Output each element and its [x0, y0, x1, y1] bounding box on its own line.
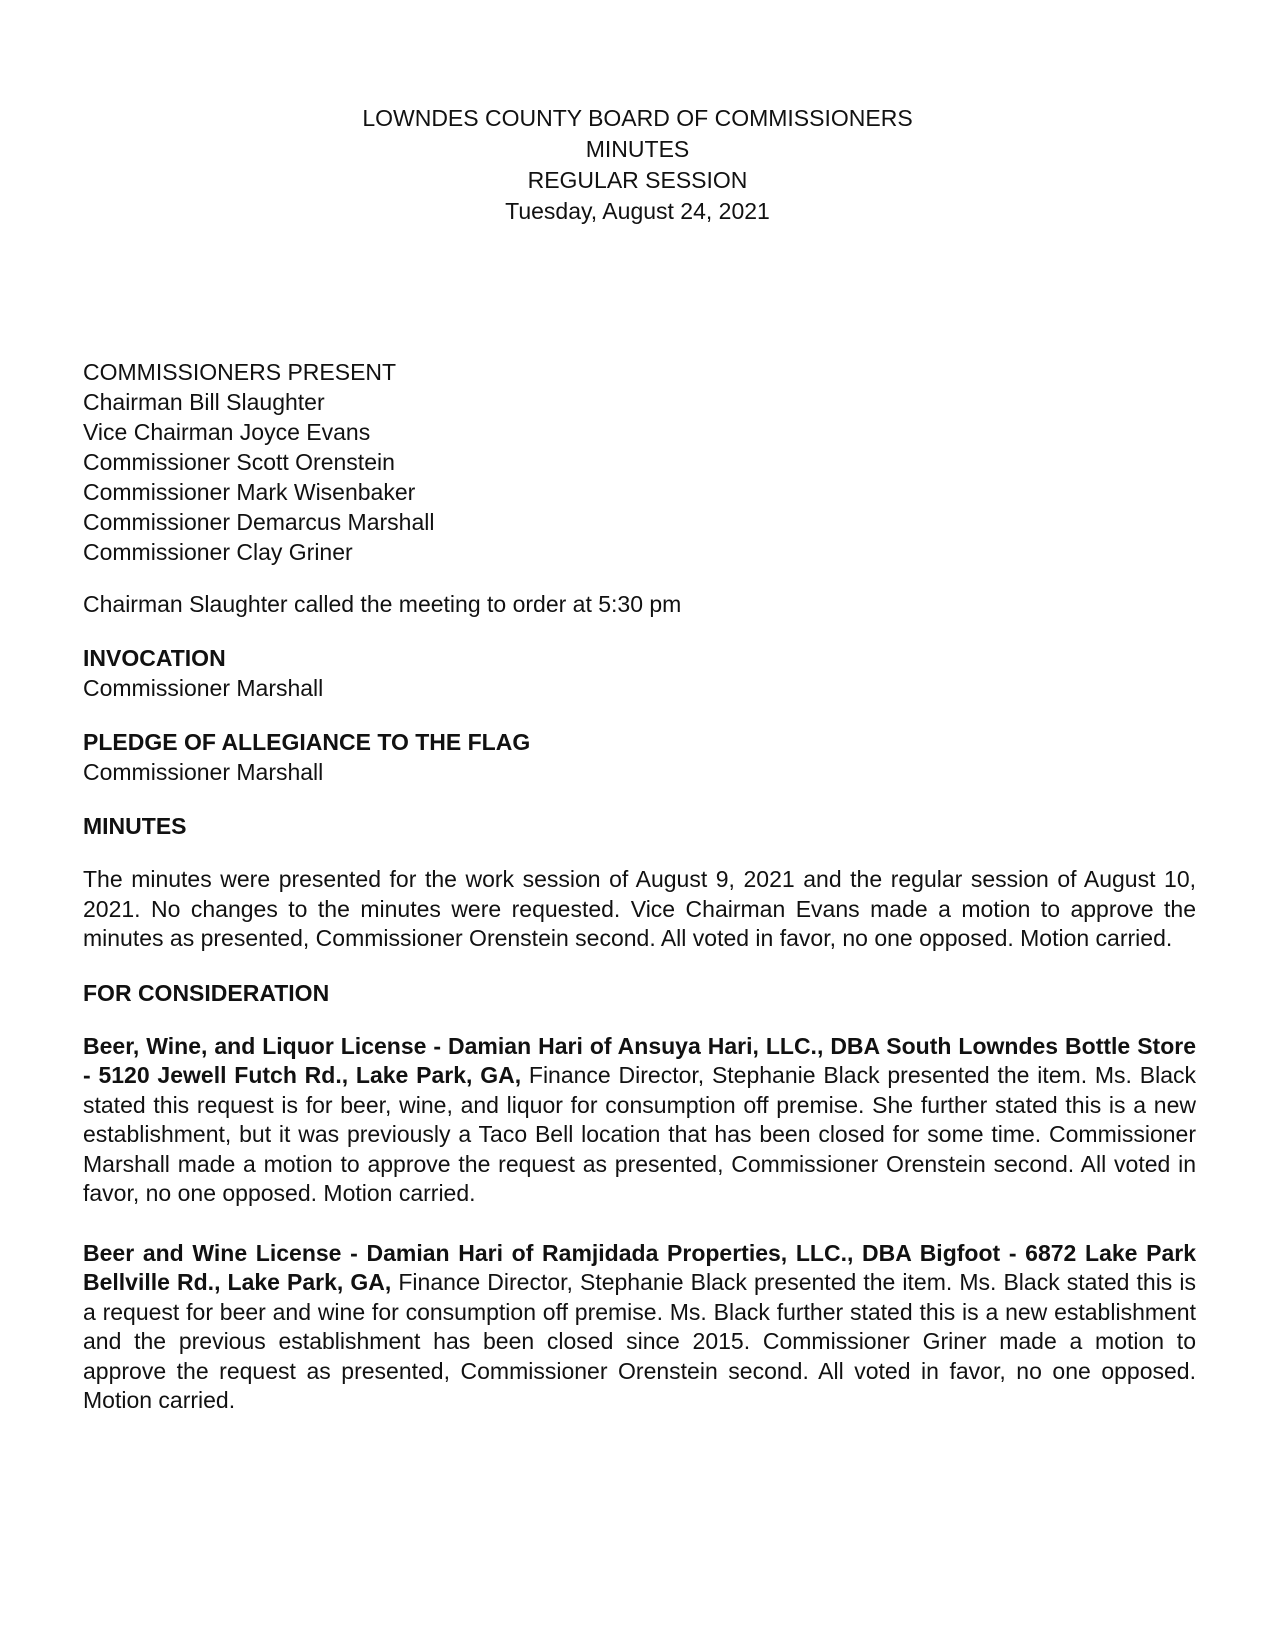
minutes-section [83, 811, 1196, 954]
invocation-by: Commissioner Marshall [83, 675, 324, 701]
item-text: Finance Director, Stephanie Black presented the item. Ms. Black stated this is a request for beer and wine for consumption off premise. Ms. Black further stated this is a new establishment and the previous establishment has been closed since 2015. Commissioner Griner made a motion to approve the request as presented, Commissioner Orenstein second. All voted in favor, no one opposed. Motion carried. [83, 1269, 1196, 1413]
present-member: Commissioner Clay Griner [83, 539, 353, 565]
pledge-by: Commissioner Marshall [83, 759, 324, 785]
invocation-title: INVOCATION [83, 645, 226, 671]
consideration-item [83, 1239, 1196, 1416]
invocation-section [83, 643, 1196, 703]
commissioners-present [83, 357, 1196, 567]
header-org-name: LOWNDES COUNTY BOARD OF COMMISSIONERS [362, 105, 913, 131]
consideration-item [83, 1032, 1196, 1209]
present-member: Vice Chairman Joyce Evans [83, 419, 371, 445]
present-member: Chairman Bill Slaughter [83, 389, 325, 415]
document-header [0, 103, 1275, 227]
present-title: COMMISSIONERS PRESENT [83, 359, 397, 385]
consideration-section [83, 978, 1196, 1416]
item-text: Finance Director, Stephanie Black presented the item. Ms. Black stated this request is for beer, wine, and liquor for consumption off premise. She further stated this is a new establishment, but it was previously a Taco Bell location that has been closed for some time. Commissioner Marshall made a motion to approve the request as presented, Commissioner Orenstein second. All voted in favor, no one opposed. Motion carried. [83, 1062, 1196, 1206]
present-member: Commissioner Mark Wisenbaker [83, 479, 416, 505]
consideration-title: FOR CONSIDERATION [83, 979, 330, 1006]
header-session-type: REGULAR SESSION [527, 167, 748, 193]
document-body [83, 357, 1196, 1416]
header-date: Tuesday, August 24, 2021 [505, 198, 770, 224]
pledge-section [83, 727, 1196, 787]
pledge-title: PLEDGE OF ALLEGIANCE TO THE FLAG [83, 729, 531, 755]
header-doc-type: MINUTES [585, 136, 690, 162]
minutes-text: The minutes were presented for the work session of August 9, 2021 and the regular session of August 10, 2021. No changes to the minutes were requested. Vice Chairman Evans made a motion to approve the minutes as presented, Commissioner Orenstein second. All voted in favor, no one opposed. Motion carried. [83, 866, 1196, 951]
minutes-title: MINUTES [83, 813, 187, 839]
item-heading: Beer, Wine, and Liquor License - Damian Hari of Ansuya Hari, LLC., DBA South Lowndes Bottle Store - 5120 Jewell Futch Rd., Lake Park, GA, [83, 1032, 1196, 1088]
present-member: Commissioner Demarcus Marshall [83, 509, 435, 535]
present-member: Commissioner Scott Orenstein [83, 449, 395, 475]
item-heading: Beer and Wine License - Damian Hari of Ramjidada Properties, LLC., DBA Bigfoot - 6872 Lake Park Bellville Rd., Lake Park, GA, [83, 1239, 1196, 1295]
call-to-order: Chairman Slaughter called the meeting to order at 5:30 pm [83, 591, 682, 617]
